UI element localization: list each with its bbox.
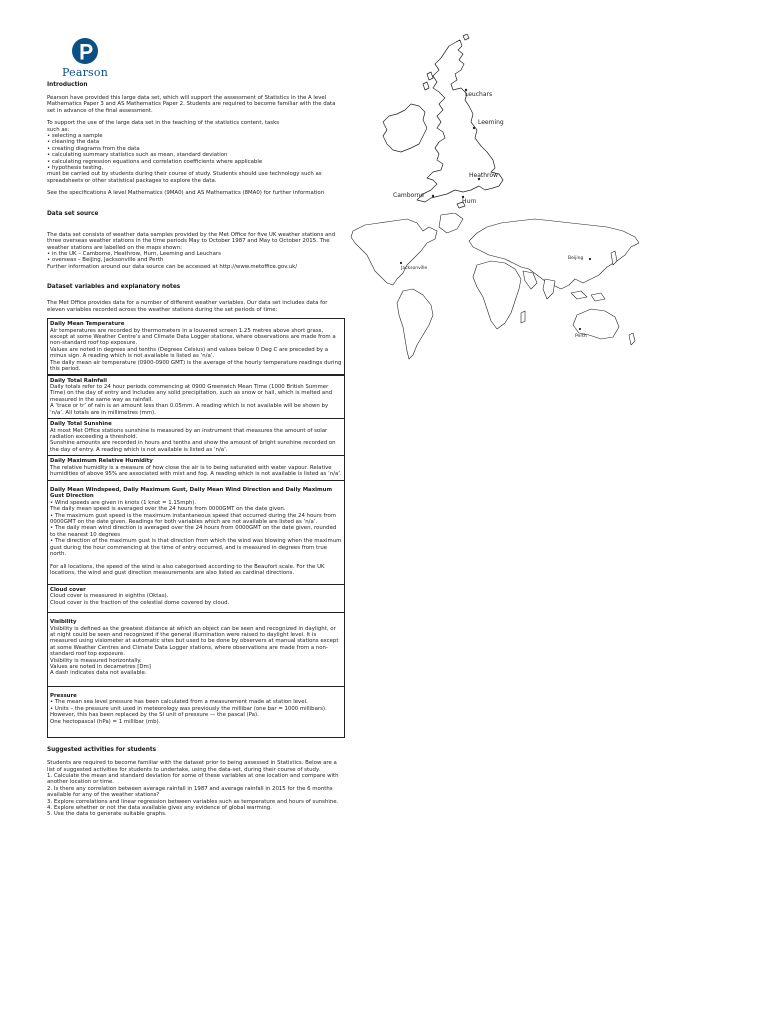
station-label-camborne: Camborne [393,192,425,199]
station-label-perth: Perth [575,334,587,339]
station-label-heathrow: Heathrow [469,172,498,179]
variable-box-rainfall [47,375,345,419]
variable-box-pressure [47,686,345,738]
variable-title: Visibility [50,619,77,626]
data-source-heading: Data set source [47,210,99,217]
variable-description: Visibility is defined as the greatest distance at which an object can be seen and recognized in daylight, or at night could be seen and recognized if the general illumination were raised to daylight level. It is measured using visiometer at automatic sites but used to be done by observers at manual stations except at some Weather Centres and Climate Data Logger stations, where observations are made from a non-standard roof top exposure. Visibility is measured horizontally. Values are noted in decametres [Dm] A dash indicates data not available. [50,625,339,677]
variable-title: Daily Maximum Relative Humidity [50,458,153,465]
variable-title: Cloud cover [50,586,86,593]
variable-description: At most Met Office stations sunshine is measured by an instrument that measures the amount of solar radiation exceeding a threshold. Sunshine amounts are recorded in hours and tenths and show the amount of bright sunshine recorded on the day of entry. A reading which is not available is listed as ‘n/a’. [50,427,336,453]
variables-heading: Dataset variables and explanatory notes [47,284,181,291]
station-label-leuchars: Leuchars [465,91,493,98]
introduction-paragraph-1: Pearson have provided this large data set, which will support the assessment of Statistics in the A level Mathematics Paper 3 and AS Mathematics Paper 2. Students are required to become familiar with the data set in advance of the final assessment. [47,95,336,114]
station-label-hurn: Hurn [462,198,477,205]
station-label-leeming: Leeming [478,119,504,126]
variables-table [47,318,345,738]
activities-paragraph: Students are required to become familiar with the dataset prior to being assessed in Statistics. Below are a list of suggested activities for students to undertake, using the data-set, during their course of study. 1. Calculate the mean and standard deviation for some of these variables at one location and compare with another location or time. 2. Is there any correlation between average rainfall in 1987 and average rainfall in 2015 for the 6 months available for any of the weather stations? 3. Explore correlations and linear regression between variables such as temperature and hours of sunshine. 4. Explore whether or not the data available gives any evidence of global warming. 5. Use the data to generate suitable graphs. [47,760,339,818]
variable-box-wind [47,480,345,585]
variable-box-humidity [47,455,345,480]
introduction-paragraph-2: To support the use of the large data set in the teaching of the statistics content, tasks such as: • selecting a sample • cleaning the data • creating diagrams from the data • calculating summary statistics such as mean, standard deviation • calculating regression equations and correlation coefficients where applicable • hypothesis testing, must be carried out by students during their course of study. Students should use technology such as spreadsheets or other statistical packages to explore the data. [47,120,322,184]
variable-title: Daily Total Sunshine [50,421,112,428]
variable-box-sunshine [47,418,345,456]
activities-heading: Suggested activities for students [47,747,157,754]
variable-box-visibility [47,612,345,687]
pearson-logo [52,36,118,80]
variable-description: Daily totals refer to 24 hour periods commencing at 0900 Greenwich Mean Time (1000 British Summer Time) on the day of entry and includes any solid precipitation, such as snow or hail, which is melted and measured in the same way as rainfall. A ‘trace or tr’ of rain is an amount less than 0.05mm. A reading which is not available will be shown by ‘n/a’. All totals are in millimetres (mm). [50,384,333,416]
content-column [47,82,345,818]
variable-description: Cloud cover is measured in eighths (Oktas). Cloud cover is the fraction of the celestial dome covered by cloud. [50,593,230,606]
variable-title: Pressure [50,693,77,700]
logo-wordmark: Pearson [62,66,108,79]
station-label-jacksonville: Jacksonville [401,266,428,271]
introduction-heading: Introduction [47,82,88,88]
world-map [345,213,645,365]
variable-description: • The mean sea level pressure has been calculated from a measurement made at station level. • Units – the pressure unit used in meteorology was previously the millibar (one bar = 1000 millibars). However, this has been replaced by the SI unit of pressure — the pascal (Pa). One hectopascal (hPa) = 1 millibar (mb). [50,699,327,725]
variable-title: Daily Mean Windspeed, Daily Maximum Gust, Daily Mean Wind Direction and Daily Maximum Gust Direction [50,486,333,500]
variable-box-cloud-cover [47,584,345,613]
variable-title: Daily Mean Temperature [50,321,125,328]
introduction-paragraph-3: See the specifications A level Mathematics (9MA0) and AS Mathematics (8MA0) for further information [47,190,325,197]
pearson-p-logo-icon [52,36,118,66]
variable-description: Air temperatures are recorded by thermometers in a louvered screen 1.25 metres above short grass, except at some Weather Centre’s and Climate Data Logger stations, where observations are made from a non-standard roof top exposure. Values are noted in degrees and tenths (Degrees Celsius) and values below 0 Deg C are preceded by a minus sign. A reading which is not available is listed as ‘n/a’. The daily mean air temperature (0900-0900 GMT) is the average of the hourly temperature readings during this period. [50,327,342,372]
variable-box-temperature [47,318,345,375]
variable-title: Daily Total Rainfall [50,377,107,384]
variable-description: The relative humidity is a measure of how close the air is to being saturated with water vapour. Relative humidities of above 95% are associated with mist and fog. A reading which is not available is listed as ‘n/a’. [50,464,342,478]
variable-description: • Wind speeds are given in knots (1 knot = 1.15mph). The daily mean speed is averaged over the 24 hours from 0000GMT on the date given. • The maximum gust speed is the maximum instantaneous speed that occurred during the 24 hours from 0000GMT on the date given. Readings for both variables which are not available are listed as ‘n/a’. • The daily mean wind direction is averaged over the 24 hours from 0000GMT on the date given, rounded to the nearest 10 degrees • The direction of the maximum gust is that direction from which the wind was blowing when the maximum gust during the hour commencing at the time of entry occurred, and is measured in degrees from true north. For all locations, the speed of the wind is also categorised according to the Beaufort scale. For the UK locations, the wind and gust direction measurements are also listed as cardinal directions. [50,499,342,577]
data-source-paragraph: The data set consists of weather data samples provided by the Met Office for five UK weather stations and three overseas weather stations in the time periods May to October 1987 and May to October 2015. The weather stations are labelled on the maps shown: • in the UK – Camborne, Heathrow, Hurn, Leeming and Leuchars • overseas – Beijing, Jacksonville and Perth Further information around our data source can be accessed at http://www.metoffice.gov.uk/ [47,231,336,270]
station-label-beijing: Beijing [568,256,584,261]
uk-map [353,34,528,214]
variables-intro: The Met Office provides data for a number of different weather variables. Our data set includes data for eleven variables recorded across the weather stations during the set periods of time: [47,300,328,313]
